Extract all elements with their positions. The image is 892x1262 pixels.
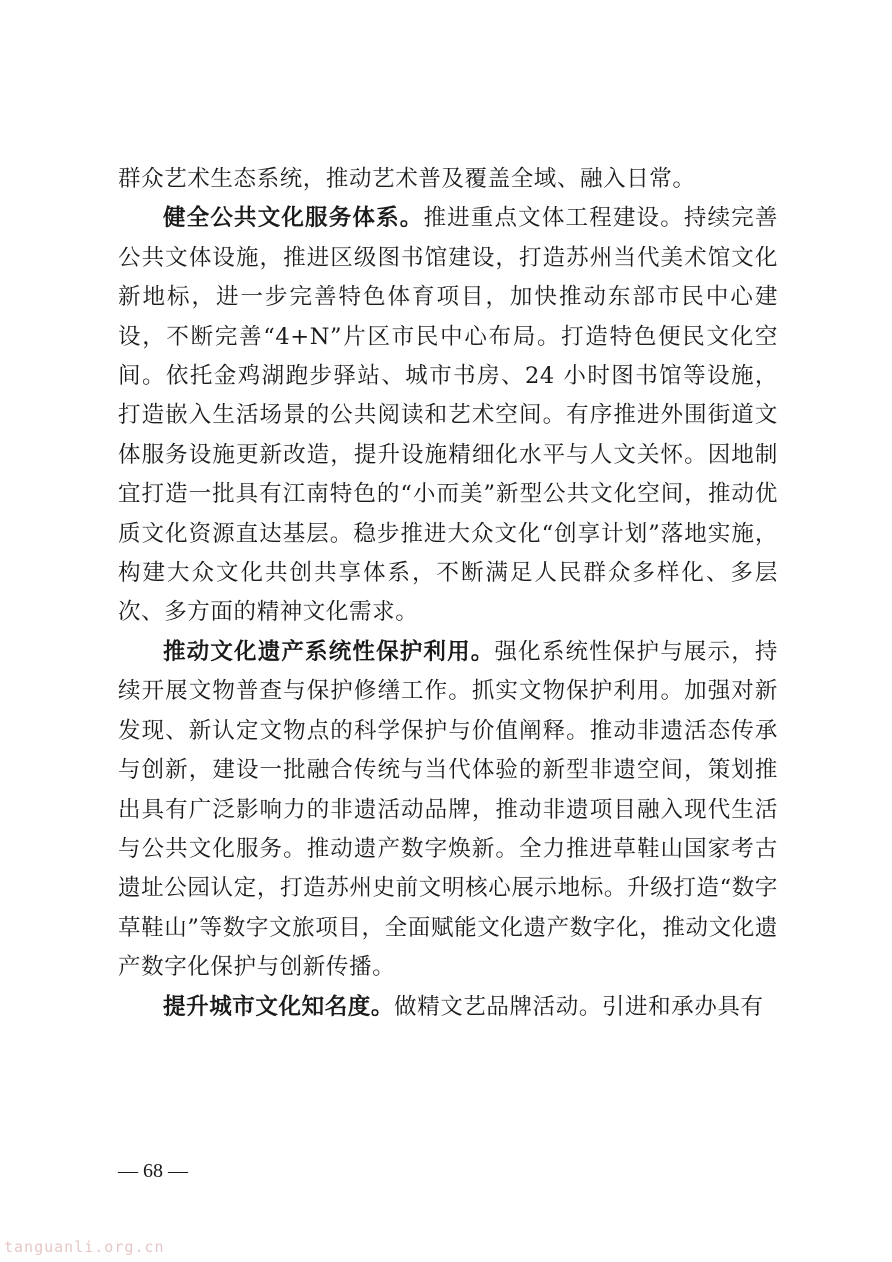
paragraph [118,199,778,632]
paragraph-lead: 推动文化遗产系统性保护利用。 [163,638,495,665]
paragraph-body: 群众艺术生态系统，推动艺术普及覆盖全域、融入日常。 [118,166,696,192]
paragraph [118,988,778,1027]
paragraph [118,160,778,199]
paragraph [118,633,778,988]
page-number: — 68 — [118,1160,188,1182]
body-text [118,160,778,1027]
paragraph-lead: 健全公共文化服务体系。 [163,205,424,232]
paragraph-body: 做精文艺品牌活动。引进和承办具有 [394,993,764,1020]
paragraph-body: 强化系统性保护与展示，持续开展文物普查与保护修缮工作。抓实文物保护利用。加强对新发现、新认定文物点的科学保护与价值阐释。推动非遗活态传承与创新，建设一批融合传统与当代体验的新型非遗空间，策划推出具有广泛影响力的非遗活动品牌，推动非遗项目融入现代生活与公共文化服务。推动遗产数字焕新。全力推进草鞋山国家考古遗址公园认定，打造苏州史前文明核心展示地标。升级打造“数字草鞋山”等数字文旅项目，全面赋能文化遗产数字化，推动文化遗产数字化保护与创新传播。 [118,638,779,981]
watermark: tanguanli.org.cn [4,1238,165,1256]
paragraph-body: 推进重点文体工程建设。持续完善公共文体设施，推进区级图书馆建设，打造苏州当代美术馆文化新地标，进一步完善特色体育项目，加快推动东部市民中心建设，不断完善“4+N”片区市民中心布局。打造特色便民文化空间。依托金鸡湖跑步驿站、城市书房、24 小时图书馆等设施，打造嵌入生活场景的公共阅读和艺术空间。有序推进外围街道文体服务设施更新改造，提升设施精细化水平与人文关怀。因地制宜打造一批具有江南特色的“小而美”新型公共文化空间，推动优质文化资源直达基层。稳步推进大众文化“创享计划”落地实施，构建大众文化共创共享体系，不断满足人民群众多样化、多层次、多方面的精神文化需求。 [118,205,778,626]
paragraph-lead: 提升城市文化知名度。 [163,993,395,1020]
